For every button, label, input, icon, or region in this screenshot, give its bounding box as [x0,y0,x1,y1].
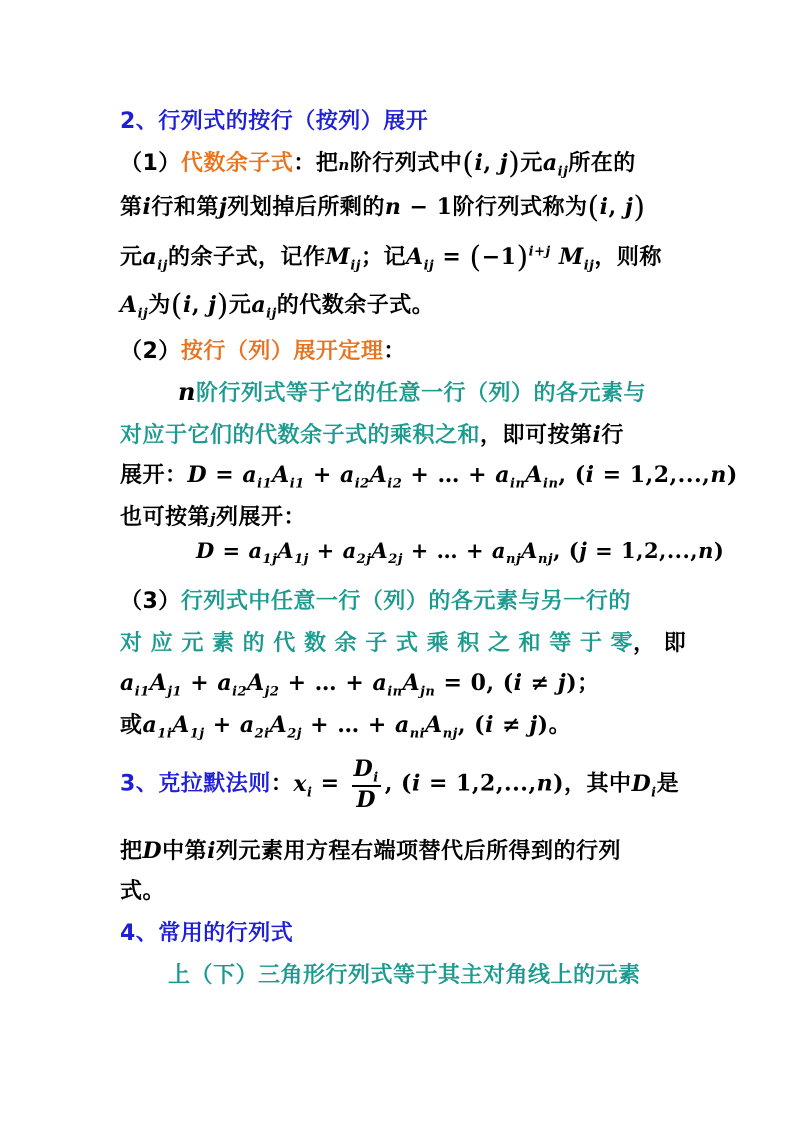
section-3-line-2: 把D中第i列元素用方程右端项替代后所得到的行列 [120,838,621,864]
section-4-line-1: 上（下）三角形行列式等于其主对角线上的元素 [168,963,641,988]
text: 对 应 元 素 的 代 数 余 子 式 乘 积 之 和 等 于 零 [120,631,634,656]
text: 第 [120,195,143,220]
text: ， 即 [633,631,687,656]
text: 列划掉后所剩的 [227,195,385,220]
text: 列展开： [215,505,306,530]
para-1-line-1: （1）代数余子式：把n阶行列式中(i, j)元$a_{ij}$所在的 [120,146,636,181]
text: ： [270,771,294,797]
para-2-line-2: 对应于它们的代数余子式的乘积之和，即可按第i行 [120,422,624,448]
text: ，即可按第 [480,423,593,448]
text: 阶行列式中 [349,151,463,176]
text: ； [577,671,600,696]
math-aij: $a_{ij}$ [542,150,569,180]
item-number: （1） [120,151,181,176]
text: ，则称 [594,245,662,270]
text: 中第 [162,839,208,864]
text: 行和第 [151,195,219,220]
para-2-line-3: 展开：$D = a_{i1}A_{i1} + a_{i2}A_{i2}$ + … + $a_{in}A_{in}$, (i = 1,2,...,n) [120,462,738,492]
para-2-line-1: n阶行列式等于它的任意一行（列）的各元素与 [178,377,646,406]
item-number: （2） [120,339,181,364]
math-j: j [218,194,228,220]
section-3-line-3: 式。 [120,879,166,904]
section-3-heading: 3、克拉默法则 [120,771,271,797]
math-n-minus-1: n [384,194,402,220]
text: 也可按第 [120,505,211,530]
text: 列元素用方程右端项替代后所得到的行列 [215,839,621,864]
text: 。 [548,713,572,738]
formula-zero-row: $a_{i1}A_{j1} + a_{i2}A_{j2}$ + … + $a_{in}A_{jn} = 0$, (i ≠ j)； [120,670,600,700]
text: 阶行列式称为 [452,195,588,220]
text: 行列式中任意一行（列）的各元素与另一行的 [180,589,631,614]
para-1-line-2: 第i行和第j列划掉后所剩的n − 1阶行列式称为(i, j) [120,190,646,225]
section-3-line-1: 3、克拉默法则：$x_i$ = $\frac{D_i}{D}$ , (i = 1,2,...,n)，其中$D_i$是 [120,756,680,814]
text: 对应于它们的代数余子式的乘积之和 [120,423,481,448]
para-1-line-4: $A_{ij}$为(i, j)元$a_{ij}$的代数余子式。 [120,288,435,323]
term-expansion-theorem: 按行（列）展开定理 [180,339,384,364]
text: 或 [120,713,143,738]
text: 展开： [120,463,188,488]
math-Mij: $M_{ij}$ [325,244,361,274]
text: ： [383,339,406,364]
math-n: n [338,156,350,174]
text: 行 [601,423,624,448]
math-j: j [499,150,509,176]
section-2-heading: 2、行列式的按行（按列）展开 [120,109,429,134]
para-3-line-2 [120,626,686,657]
para-2-line-4: 也可按第j列展开： [120,505,306,530]
formula-row-expansion: D [187,462,208,488]
text: ：把 [293,151,339,176]
text: 所在的 [568,151,636,176]
text: 的代数余子式。 [276,293,435,318]
formula-zero-column: 或$a_{1i}A_{1j} + a_{2i}A_{2j}$ + … + $a_{ni}A_{nj}$, (i ≠ j)。 [120,712,572,742]
text: ；记 [360,245,406,270]
text: 把 [120,839,143,864]
text: 元 [120,245,143,270]
text: 的余子式，记作 [167,245,326,270]
para-3-line-1 [120,584,631,615]
text: 元 [228,293,252,318]
text: 元 [520,151,543,176]
text: 阶行列式等于它的任意一行（列）的各元素与 [195,381,646,406]
section-4-heading: 4、常用的行列式 [120,921,294,946]
math-paren: ( [462,146,475,181]
math-Aij-formula: $A_{ij}$ [405,244,435,274]
math-i: i [474,150,484,176]
para-2-heading [120,334,406,365]
fraction-Di-over-D: $\frac{D_i}{D}$ [353,756,379,814]
math-i: i [142,194,152,220]
para-1-line-3: 元$a_{ij}$的余子式，记作$M_{ij}$；记$A_{ij} = (-1)^{i+j}$ $M_{ij}$，则称 [120,240,662,275]
text: ，其中 [564,771,632,797]
text: 是 [656,771,680,797]
text: 为 [148,293,171,318]
item-number: （3） [120,589,181,614]
formula-column-expansion: $D = a_{1j}A_{1j} + a_{2j}A_{2j}$ + … + $a_{nj}A_{nj}$, (j = 1,2,...,n) [196,538,725,568]
term-cofactor: 代数余子式 [180,151,294,176]
